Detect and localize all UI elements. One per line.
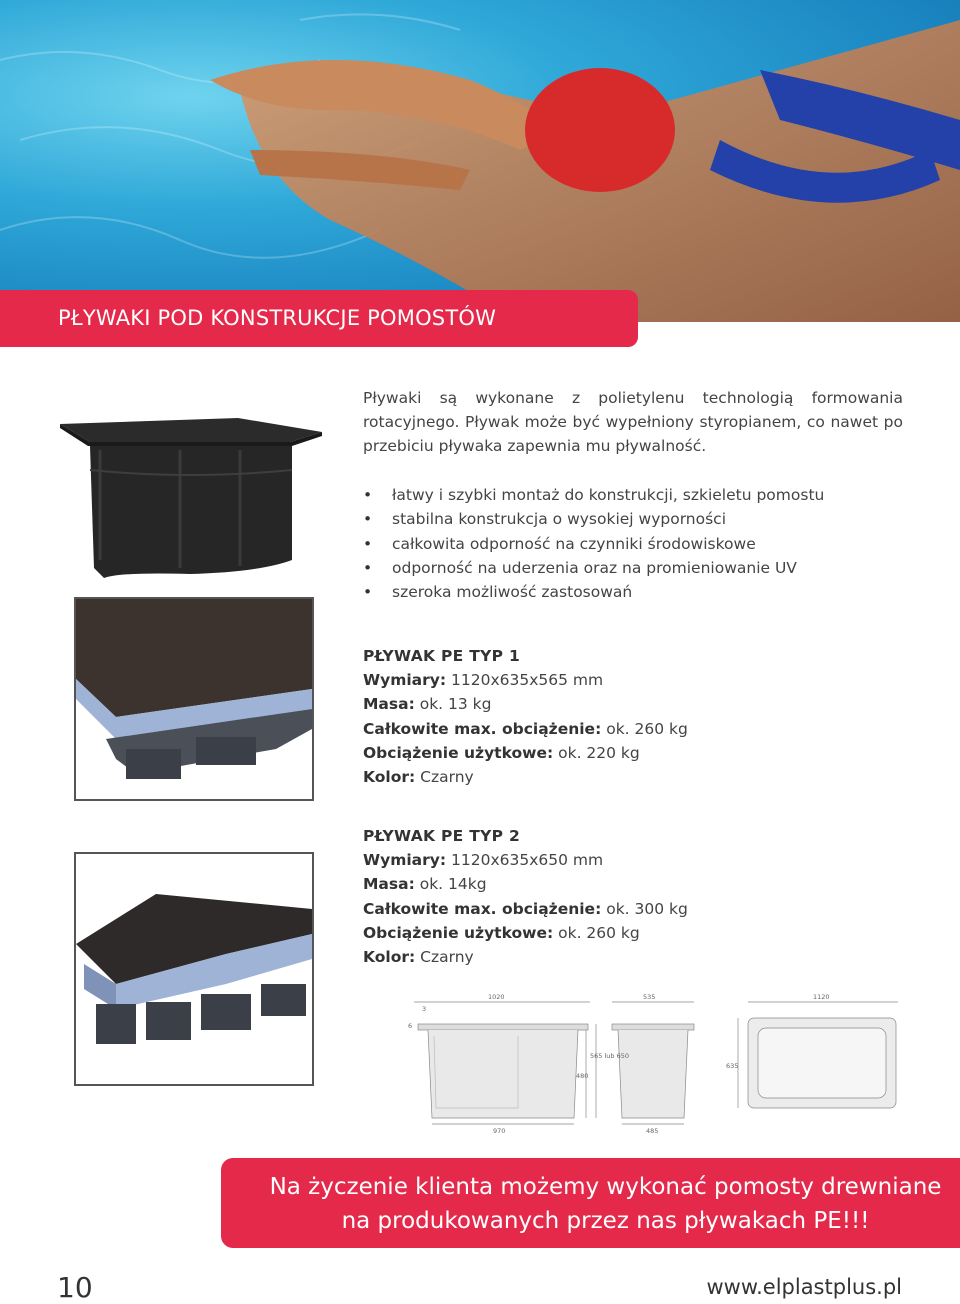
spec-mass: Masa: ok. 13 kg	[363, 695, 492, 714]
float-photo-2	[74, 597, 314, 801]
float-photo-3	[74, 852, 314, 1086]
page-title: PŁYWAKI POD KONSTRUKCJE POMOSTÓW	[58, 306, 497, 330]
feature-list	[363, 483, 923, 604]
title-bar	[0, 290, 638, 347]
list-item: • stabilna konstrukcja o wysokiej wyporności	[363, 507, 923, 531]
spec-useful-load: Obciążenie użytkowe: ok. 220 kg	[363, 743, 640, 762]
spec-dimensions: Wymiary: 1120x635x650 mm	[363, 851, 604, 870]
spec-total-load: Całkowite max. obciążenie: ok. 260 kg	[363, 719, 688, 738]
list-item: • łatwy i szybki montaż do konstrukcji, szkieletu pomostu	[363, 483, 923, 507]
banner-line-1: Na życzenie klienta możemy wykonać pomosty drewniane	[269, 1174, 942, 1200]
promo-banner	[221, 1158, 960, 1248]
dim-label: 6	[408, 1022, 413, 1030]
technical-drawing	[378, 988, 908, 1135]
spec-dimensions: Wymiary: 1120x635x565 mm	[363, 671, 604, 690]
list-item: • całkowita odporność na czynniki środowiskowe	[363, 532, 923, 556]
spec-color: Kolor: Czarny	[363, 768, 474, 787]
dim-label: 1120	[813, 993, 830, 1001]
swimmer-illustration	[0, 0, 960, 322]
spec-heading: PŁYWAK PE TYP 1	[363, 647, 521, 665]
spec-total-load: Całkowite max. obciążenie: ok. 300 kg	[363, 899, 688, 918]
spec-color: Kolor: Czarny	[363, 948, 474, 967]
dim-label: 565 lub 650	[590, 1052, 629, 1060]
float-photo-1	[60, 410, 322, 582]
dim-label: 535	[643, 993, 656, 1001]
spec-mass: Masa: ok. 14kg	[363, 875, 487, 894]
dim-label: 480	[576, 1072, 589, 1080]
dim-label: 635	[726, 1062, 739, 1070]
spec-useful-load: Obciążenie użytkowe: ok. 260 kg	[363, 923, 640, 942]
page-number: 10	[57, 1271, 93, 1304]
list-item: • odporność na uderzenia oraz na promieniowanie UV	[363, 556, 923, 580]
spec-type-1	[363, 644, 763, 789]
banner-line-2: na produkowanych przez nas pływakach PE!!!	[341, 1208, 870, 1234]
dim-label: 485	[646, 1127, 659, 1135]
dim-label: 3	[422, 1005, 427, 1013]
hero-photo-swimmer	[0, 0, 960, 322]
website-link[interactable]: www.elplastplus.pl	[706, 1275, 902, 1299]
spec-type-2	[363, 824, 763, 969]
intro-paragraph: Pływaki są wykonane z polietylenu technologią formowania rotacyjnego. Pływak może być wypełniony styropianem, co nawet po przebiciu pływaka zapewnia mu pływalność.	[363, 389, 903, 455]
dim-label: 970	[493, 1127, 506, 1135]
dim-label: 1020	[488, 993, 505, 1001]
list-item: • szeroka możliwość zastosowań	[363, 580, 923, 604]
spec-heading: PŁYWAK PE TYP 2	[363, 827, 521, 845]
